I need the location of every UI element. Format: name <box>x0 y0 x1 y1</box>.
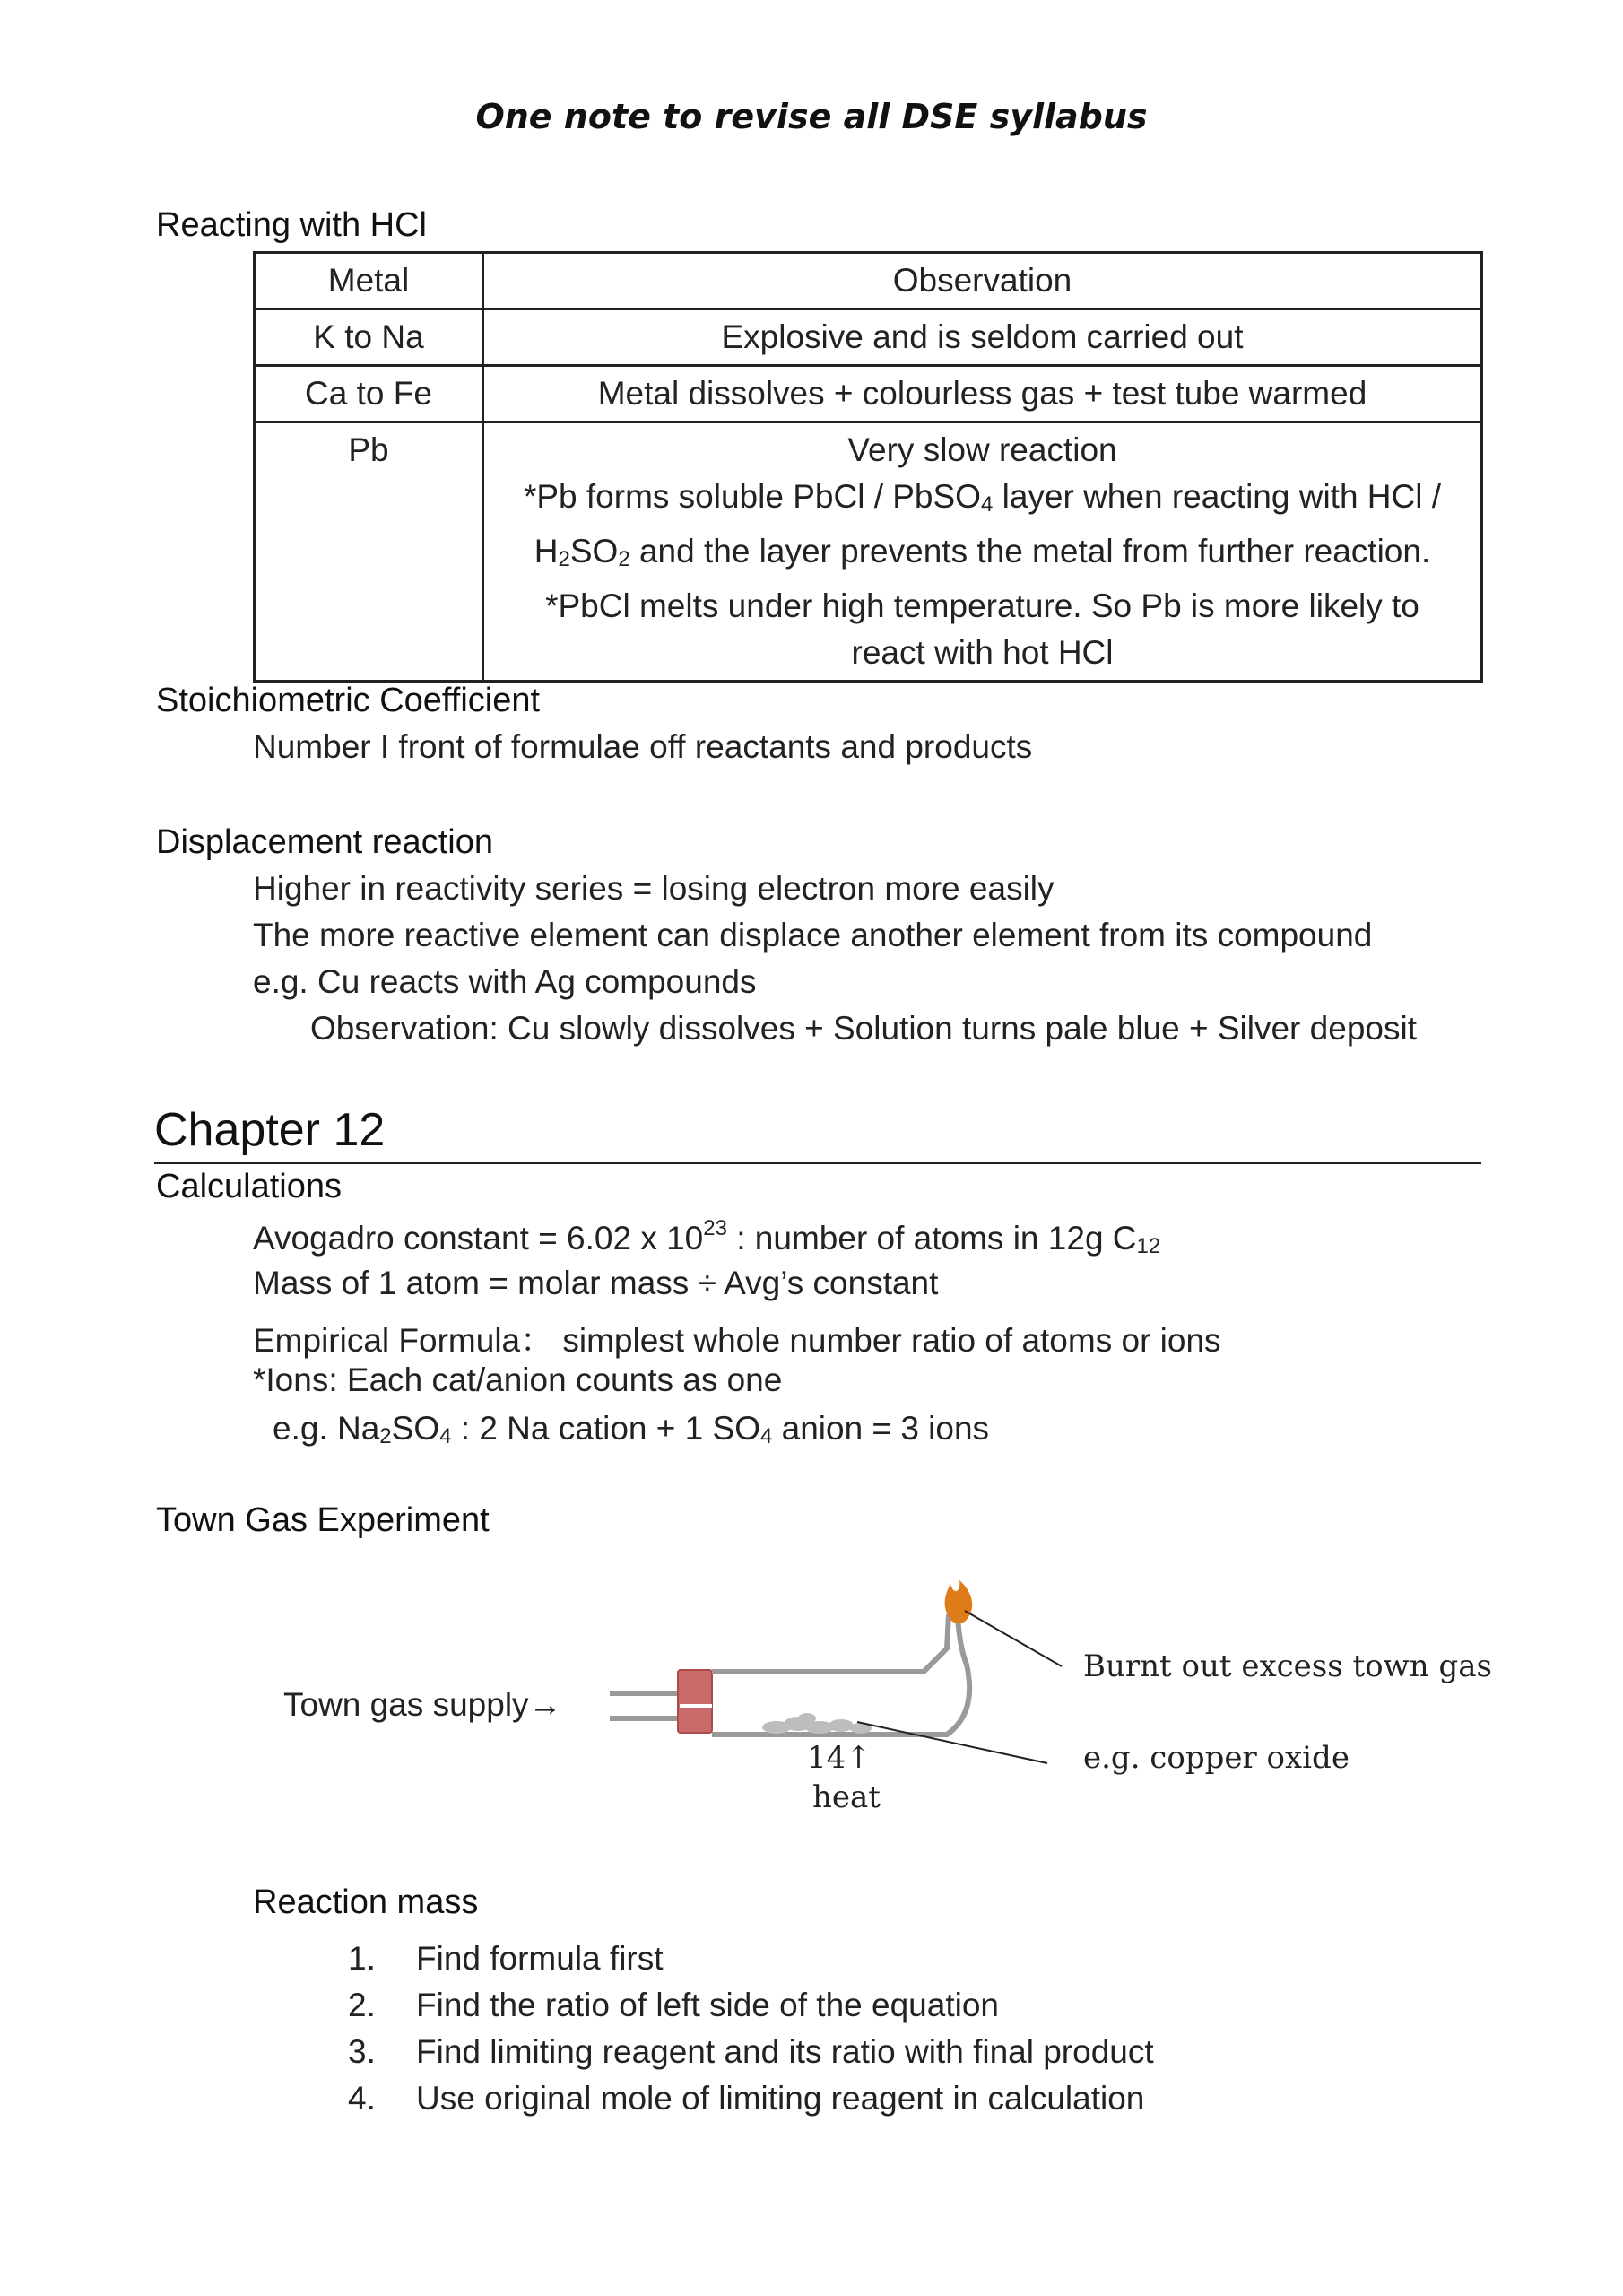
calc-text: : 2 Na cation + 1 SO <box>451 1410 760 1447</box>
heat-label: heat <box>812 1779 881 1815</box>
cell-observation: Metal dissolves + colourless gas + test tube warmed <box>483 366 1482 422</box>
pb-text: *Pb forms soluble PbCl / PbSO <box>523 478 981 515</box>
list-item <box>348 2029 1154 2075</box>
copper-oxide-powder <box>762 1713 872 1734</box>
displacement-heading: Displacement reaction <box>156 823 493 861</box>
calc-text: anion = 3 ions <box>772 1410 990 1447</box>
calc-text: e.g. Na <box>273 1410 380 1447</box>
cell-metal: Ca to Fe <box>255 366 483 422</box>
list-text: Find the ratio of left side of the equation <box>416 1987 999 2023</box>
displacement-line-2: The more reactive element can displace another element from its compound <box>253 917 1373 953</box>
calc-text: Avogadro constant = 6.02 x 10 <box>253 1220 704 1257</box>
col-observation: Observation <box>483 253 1482 309</box>
hcl-table <box>253 251 1483 683</box>
col-metal: Metal <box>255 253 483 309</box>
calc-line-4: *Ions: Each cat/anion counts as one <box>253 1361 783 1398</box>
superscript: 23 <box>703 1216 727 1240</box>
apparatus-drawing <box>0 1561 1623 1857</box>
table-row <box>255 422 1482 682</box>
list-item <box>348 2075 1154 2122</box>
displacement-line-4: Observation: Cu slowly dissolves + Solution turns pale blue + Silver deposit <box>310 1010 1417 1047</box>
reaction-mass-list <box>348 1935 1154 2122</box>
stoich-text: Number I front of formulae off reactants and products <box>253 728 1033 765</box>
burnt-out-label: Burnt out excess town gas <box>1083 1648 1492 1684</box>
heat-symbol: 14↑ <box>807 1740 872 1776</box>
calc-line-3: Empirical Formula： simplest whole number ratio of atoms or ions <box>253 1322 1221 1359</box>
calc-line-1 <box>253 1216 1160 1259</box>
table-row <box>255 366 1482 422</box>
pb-text: and the layer prevents the metal from further reaction. <box>629 533 1431 570</box>
cell-observation: Explosive and is seldom carried out <box>483 309 1482 366</box>
pb-line-2 <box>493 474 1471 528</box>
list-item <box>348 1982 1154 2029</box>
displacement-line-1: Higher in reactivity series = losing electron more easily <box>253 870 1055 907</box>
tube-upper-wall <box>712 1614 949 1672</box>
stoich-heading: Stoichiometric Coefficient <box>156 682 541 719</box>
subscript: 2 <box>618 547 630 571</box>
subscript: 2 <box>379 1424 392 1448</box>
calc-line-2: Mass of 1 atom = molar mass ÷ Avg’s constant <box>253 1265 939 1301</box>
reaction-mass-heading: Reaction mass <box>253 1883 479 1921</box>
calc-line-5 <box>273 1410 989 1449</box>
town-gas-supply-label: Town gas supply→ <box>283 1686 562 1723</box>
chapter-divider <box>154 1162 1481 1164</box>
cell-metal: Pb <box>255 422 483 682</box>
subscript: 2 <box>558 547 570 571</box>
calc-heading: Calculations <box>156 1168 342 1205</box>
copper-oxide-label: e.g. copper oxide <box>1083 1740 1350 1776</box>
table-header-row <box>255 253 1482 309</box>
list-number: 1. <box>348 1940 376 1977</box>
list-text: Find limiting reagent and its ratio with final product <box>416 2033 1154 2070</box>
subscript: 4 <box>439 1424 452 1448</box>
table-row <box>255 309 1482 366</box>
list-item <box>348 1935 1154 1982</box>
subscript: 4 <box>980 492 994 517</box>
town-gas-heading: Town Gas Experiment <box>156 1501 490 1539</box>
pointer-line-flame <box>965 1611 1062 1666</box>
rubber-stopper <box>678 1670 712 1733</box>
pb-line-3 <box>493 528 1471 583</box>
list-number: 3. <box>348 2033 376 2070</box>
list-number: 4. <box>348 2080 376 2117</box>
cell-observation-pb <box>483 422 1482 682</box>
list-number: 2. <box>348 1987 376 2023</box>
pb-text: layer when reacting with HCl / <box>993 478 1442 515</box>
pb-text: H <box>534 533 559 570</box>
subscript: 4 <box>759 1424 773 1448</box>
pb-line-4: *PbCl melts under high temperature. So Pb is more likely to <box>545 587 1419 624</box>
pb-line-1: Very slow reaction <box>847 431 1117 468</box>
subscript: 12 <box>1136 1234 1161 1258</box>
town-gas-diagram <box>0 1561 1623 1857</box>
pb-text: SO <box>569 533 619 570</box>
pb-line-5: react with hot HCl <box>851 634 1114 671</box>
calc-text: : number of atoms in 12g C <box>726 1220 1137 1257</box>
cell-metal: K to Na <box>255 309 483 366</box>
displacement-line-3: e.g. Cu reacts with Ag compounds <box>253 963 757 1000</box>
list-text: Use original mole of limiting reagent in calculation <box>416 2080 1145 2117</box>
list-text: Find formula first <box>416 1940 664 1977</box>
hcl-heading: Reacting with HCl <box>156 206 427 244</box>
page-title: One note to revise all DSE syllabus <box>475 97 1148 136</box>
chapter-heading: Chapter 12 <box>154 1104 386 1156</box>
tube-lower-wall <box>712 1616 969 1735</box>
calc-text: SO <box>391 1410 440 1447</box>
